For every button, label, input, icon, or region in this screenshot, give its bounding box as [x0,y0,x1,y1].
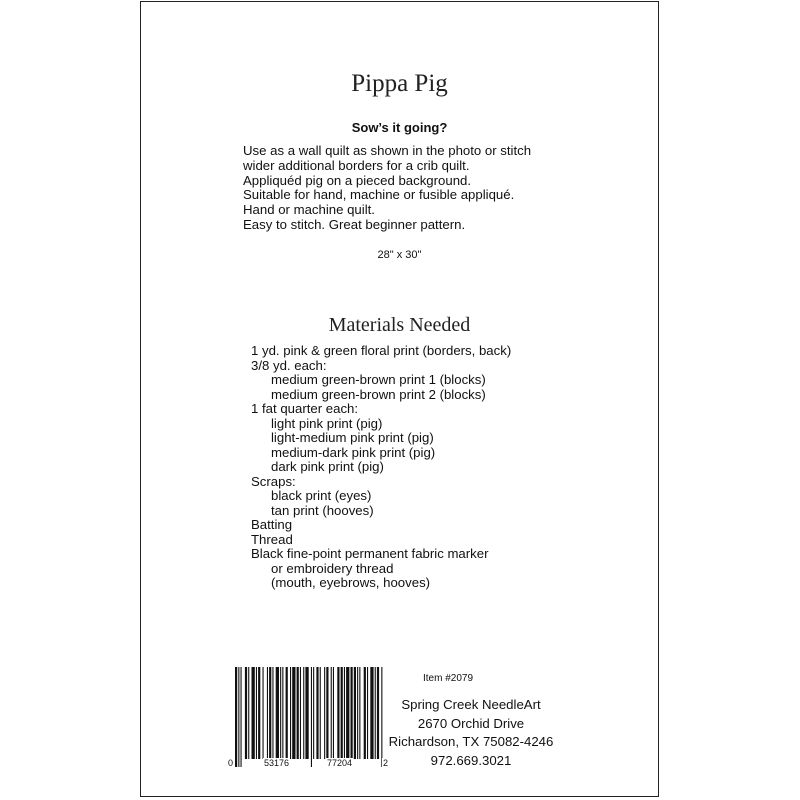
publisher-phone: 972.669.3021 [430,752,512,768]
barcode-bar [316,667,318,759]
barcode-bar [286,667,288,759]
materials-item: medium green-brown print 2 (blocks) [271,386,486,402]
barcode-bar [351,667,353,759]
barcode-bar [344,667,345,759]
materials-item: tan print (hooves) [271,502,374,518]
materials-item: dark pink print (pig) [271,459,384,474]
publisher-city: Richardson, TX 75082-4246 [388,734,554,749]
barcode-bar [311,667,312,767]
materials-item: medium green-brown print 1 (blocks) [271,372,486,387]
barcode-bar [269,667,271,759]
barcode-bar [313,667,314,759]
description-line: Hand or machine quilt. [243,202,375,218]
barcode-digit-check: 2 [383,758,389,768]
materials-item: 1 yd. pink & green floral print (borders, back) [251,343,512,358]
barcode-bar [341,667,343,759]
pattern-title: Pippa Pig [351,70,448,97]
materials-item: light pink print (pig) [271,415,383,431]
barcode-bar [300,667,301,759]
description-line: Easy to stitch. Great beginner pattern. [243,216,466,232]
publisher-info [381,696,561,770]
barcode-bar [370,667,373,759]
barcode-bar [331,667,332,759]
barcode-bar [252,667,255,759]
barcode-digit-lead: 0 [228,758,234,768]
publisher-street: 2670 Orchid Drive [417,715,525,731]
finished-size: 28" x 30" [377,249,422,261]
barcode-bar [333,667,334,759]
barcode-bar [297,667,299,759]
barcode-bar [245,667,247,759]
barcode-bar [305,667,308,759]
materials-item: (mouth, eyebrows, hooves) [271,575,431,590]
materials-item: Scraps: [251,473,296,489]
materials-item: medium-dark pink print (pig) [271,444,436,460]
barcode-bar [320,667,321,759]
materials-item: 1 fat quarter each: [251,401,359,416]
barcode-bar [256,667,257,759]
materials-item: 3/8 yd. each: [251,357,327,373]
description-line: Suitable for hand, machine or fusible appliqué. [243,187,515,203]
barcode-bar [248,667,249,759]
barcode-bar [354,667,356,759]
barcode-bar [346,667,349,759]
barcode-bar [276,667,279,759]
barcode-bar [267,667,268,759]
description [243,144,531,233]
barcode-bar [324,667,325,759]
materials-item: Batting [251,517,293,532]
materials-item: or embroidery thread [271,560,394,576]
barcode-bar [290,667,291,759]
materials-heading: Materials Needed [328,314,471,336]
barcode-bar [367,667,368,759]
pattern-back-cover [140,1,659,797]
barcode-bar [263,667,264,759]
description-line: Appliquéd pig on a pieced background. [243,172,472,188]
materials-item: light-medium pink print (pig) [271,430,434,445]
barcode-bar [303,667,304,759]
barcode-bar [238,667,239,767]
barcode-digits-right: 77204 [327,758,353,768]
barcode-bar [326,667,328,759]
pattern-subtitle: Sow’s it going? [351,120,448,135]
barcode-bar [272,667,273,759]
barcode-bar [377,667,379,759]
barcode-bar [292,667,295,759]
item-number: Item #2079 [423,673,474,684]
materials-item: Black fine-point permanent fabric marker [251,546,489,561]
barcode-bar [280,667,281,759]
publisher-name: Spring Creek NeedleArt [401,697,541,712]
barcode-bars [229,665,389,773]
barcode-bar [359,667,360,759]
barcode-digits-left: 53176 [264,758,290,768]
barcode-bar [364,667,366,759]
description-line: Use as a wall quilt as shown in the photo or stitch [243,143,532,158]
barcode-bar [235,667,237,767]
barcode-bar [258,667,260,759]
barcode-bar [282,667,283,759]
materials-item: black print (eyes) [271,488,372,503]
description-line: wider additional borders for a crib quilt. [243,157,470,173]
materials-list [251,344,511,591]
upc-barcode [229,665,389,773]
materials-item: Thread [251,531,293,547]
barcode-bar [241,667,242,767]
barcode-bar [375,667,376,759]
barcode-bar [337,667,339,759]
barcode-bar [357,667,358,759]
